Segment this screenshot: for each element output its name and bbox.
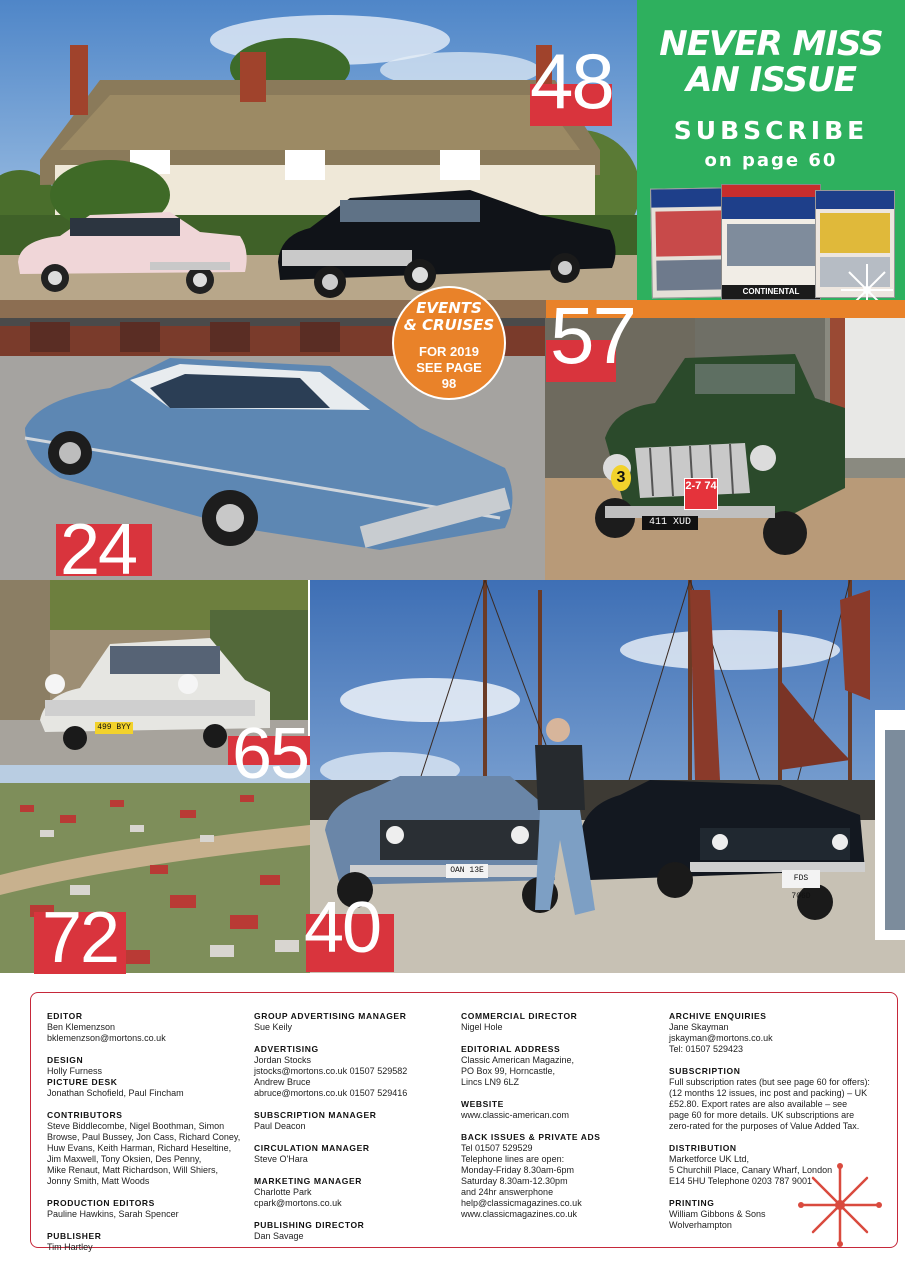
mustang-left-plate: OAN 13E xyxy=(446,864,488,878)
archive-enquiries-heading: ARCHIVE ENQUIRIES xyxy=(669,1011,767,1021)
mustangs-photo xyxy=(310,580,905,973)
group-advertising-heading: GROUP ADVERTISING MANAGER xyxy=(254,1011,407,1021)
page-number-72: 72 xyxy=(42,902,118,974)
magazine-cover-left xyxy=(650,187,730,298)
advertising-text: Jordan Stocks jstocks@mortons.co.uk 01507 529582 Andrew Bruce abruce@mortons.co.uk 01507 529416 xyxy=(254,1055,408,1098)
credits-box xyxy=(30,992,898,1252)
back-issues-text: Tel 01507 529529 Telephone lines are open: Monday-Friday 8.30am-6pm Saturday 8.30am-12.30pm and 24hr answerphone help@classicmagazines.co.uk www.classicmagazines.co.uk xyxy=(461,1143,582,1219)
commercial-director-text: Nigel Hole xyxy=(461,1022,503,1032)
page-number-57: 57 xyxy=(550,296,635,376)
page-number-65: 65 xyxy=(232,718,308,790)
editorial-address-heading: EDITORIAL ADDRESS xyxy=(461,1044,561,1054)
subscription-text: Full subscription rates (but see page 60 for offers): (12 months 12 issues, inc post and packing) – UK £52.80. Export rates are also available – see page 60 for more details. UK subscriptions are zero-rated for the purposes of Value Added Tax. xyxy=(669,1077,870,1131)
distribution-heading: DISTRIBUTION xyxy=(669,1143,737,1153)
subscription-manager-heading: SUBSCRIPTION MANAGER xyxy=(254,1110,377,1120)
magazine-cover-center xyxy=(721,184,821,300)
events-cruises-badge[interactable] xyxy=(392,286,506,400)
publishing-director-text: Dan Savage xyxy=(254,1231,304,1241)
picture-desk-text: Jonathan Schofield, Paul Fincham xyxy=(47,1088,184,1098)
events-subtitle: & CRUISES xyxy=(403,316,495,334)
credits-column-3 xyxy=(461,1011,661,1220)
circulation-manager-text: Steve O'Hara xyxy=(254,1154,308,1164)
truck-number-tag: 2-7 74 xyxy=(684,478,718,510)
credits-column-1 xyxy=(47,1011,243,1253)
chevy-number-plate: 499 BYY xyxy=(95,722,133,734)
distribution-text: Marketforce UK Ltd, 5 Churchill Place, Canary Wharf, London E14 5HU Telephone 0203 787 9001 xyxy=(669,1154,833,1186)
subscription-manager-text: Paul Deacon xyxy=(254,1121,306,1131)
publisher-heading: PUBLISHER xyxy=(47,1231,102,1241)
marketing-manager-heading: MARKETING MANAGER xyxy=(254,1176,362,1186)
website-heading: WEBSITE xyxy=(461,1099,504,1109)
production-editors-text: Pauline Hawkins, Sarah Spencer xyxy=(47,1209,179,1219)
events-page-number: 98 xyxy=(441,376,457,391)
marketing-manager-text: Charlotte Park cpark@mortons.co.uk xyxy=(254,1187,342,1208)
an-issue-heading: AN ISSUE xyxy=(686,60,856,100)
printing-text: William Gibbons & Sons Wolverhampton xyxy=(669,1209,766,1230)
printing-heading: PRINTING xyxy=(669,1198,715,1208)
subscribe-page-ref: on page 60 xyxy=(704,150,838,171)
design-heading: DESIGN xyxy=(47,1055,84,1065)
production-editors-heading: PRODUCTION EDITORS xyxy=(47,1198,155,1208)
archive-enquiries-text: Jane Skayman jskayman@mortons.co.uk Tel: 01507 529423 xyxy=(669,1022,773,1054)
never-miss-heading: NEVER MISS xyxy=(659,24,883,64)
subscription-heading: SUBSCRIPTION xyxy=(669,1066,741,1076)
truck-number-plate: 411 XUD xyxy=(642,516,698,530)
commercial-director-heading: COMMERCIAL DIRECTOR xyxy=(461,1011,578,1021)
contributors-text: Steve Biddlecombe, Nigel Boothman, Simon Browse, Paul Bussey, Jon Cass, Richard Coney, Huw Evans, Keith Harman, Richard Heseltine, Jim Maxwell, Tony Oksien, Des Penny, Mike Renaut, Matt Richardson, Will Shiers, Jonny Smith, Matt Woods xyxy=(47,1121,241,1186)
editorial-address-text: Classic American Magazine, PO Box 99, Horncastle, Lincs LN9 6LZ xyxy=(461,1055,575,1087)
page-number-24: 24 xyxy=(60,514,136,586)
group-advertising-text: Sue Keily xyxy=(254,1022,293,1032)
mustang-right-plate: FDS 706D xyxy=(782,870,820,888)
design-text: Holly Furness xyxy=(47,1066,103,1076)
editor-text: Ben Klemenzson bklemenzson@mortons.co.uk xyxy=(47,1022,166,1043)
publishing-director-heading: PUBLISHING DIRECTOR xyxy=(254,1220,365,1230)
back-issues-heading: BACK ISSUES & PRIVATE ADS xyxy=(461,1132,601,1142)
circulation-manager-heading: CIRCULATION MANAGER xyxy=(254,1143,370,1153)
subscribe-panel[interactable] xyxy=(637,0,905,300)
starburst-icon-bottom xyxy=(795,1160,885,1250)
events-see-page: SEE PAGE xyxy=(416,360,482,375)
truck-race-number: 3 xyxy=(611,465,631,491)
picture-desk-heading: PICTURE DESK xyxy=(47,1077,118,1087)
cover-caption: CONTINENTAL xyxy=(722,285,820,299)
events-title: EVENTS xyxy=(416,299,482,317)
credits-column-2 xyxy=(254,1011,454,1242)
page-number-48: 48 xyxy=(530,37,613,125)
advertising-heading: ADVERTISING xyxy=(254,1044,319,1054)
website-link[interactable]: www.classic-american.com xyxy=(461,1110,570,1120)
contributors-heading: CONTRIBUTORS xyxy=(47,1110,123,1120)
subscribe-cta: SUBSCRIBE xyxy=(673,116,869,145)
publisher-text: Tim Hartley xyxy=(47,1242,93,1252)
starburst-icon xyxy=(837,260,897,300)
editor-heading: EDITOR xyxy=(47,1011,83,1021)
events-year: FOR 2019 xyxy=(419,344,479,359)
page-number-40: 40 xyxy=(304,892,380,964)
